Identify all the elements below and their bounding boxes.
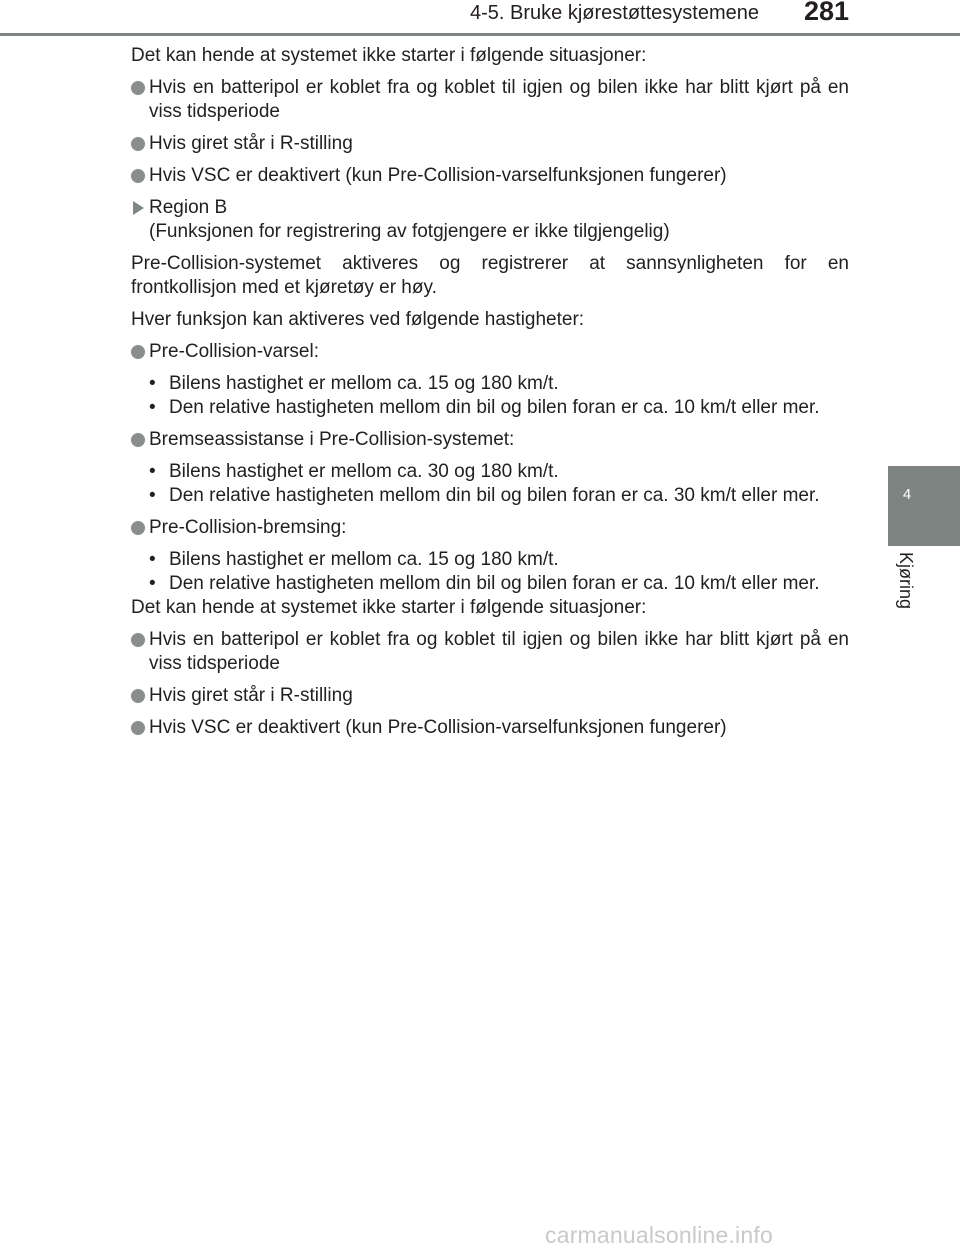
speed-item: • Bilens hastighet er mellom ca. 15 og 180 km/t. — [149, 549, 559, 570]
chapter-label: Kjøring — [896, 552, 916, 610]
section-title: 4-5. Bruke kjørestøttesystemene — [470, 2, 759, 24]
speed-text: Bilens hastighet er mellom ca. 30 og 180 km/t. — [169, 461, 559, 482]
bullet-circle-icon — [131, 721, 145, 735]
bullet-circle-icon — [131, 169, 145, 183]
function-heading — [131, 428, 849, 452]
function-name: Pre-Collision-varsel: — [149, 341, 319, 362]
condition-text: Hvis giret står i R-stilling — [149, 133, 353, 154]
bullet-circle-icon — [131, 433, 145, 447]
page-number: 281 — [804, 0, 850, 26]
speed-text: Bilens hastighet er mellom ca. 15 og 180 km/t. — [169, 549, 559, 570]
region-block — [131, 196, 849, 244]
triangle-arrow-icon — [133, 201, 144, 215]
speed-item: • Bilens hastighet er mellom ca. 30 og 180 km/t. — [149, 461, 559, 482]
speed-text: Den relative hastigheten mellom din bil og bilen foran er ca. 30 km/t eller mer. — [169, 485, 820, 506]
speed-text: Bilens hastighet er mellom ca. 15 og 180 km/t. — [169, 373, 559, 394]
speeds-intro: Hver funksjon kan aktiveres ved følgende hastigheter: — [131, 309, 585, 330]
speed-item: • Den relative hastigheten mellom din bil og bilen foran er ca. 10 km/t eller mer. — [149, 573, 820, 594]
bullet-circle-icon — [131, 345, 145, 359]
condition-item — [131, 76, 849, 124]
condition-item — [131, 132, 849, 156]
condition-item — [131, 628, 849, 676]
condition-text: Hvis VSC er deaktivert (kun Pre-Collision-varselfunksjonen fungerer) — [149, 717, 727, 738]
speed-item: • Bilens hastighet er mellom ca. 15 og 180 km/t. — [149, 373, 559, 394]
speed-text: Den relative hastigheten mellom din bil og bilen foran er ca. 10 km/t eller mer. — [169, 397, 820, 418]
bullet-circle-icon — [131, 521, 145, 535]
function-speed-list — [131, 460, 849, 508]
function-speed-list — [131, 372, 849, 420]
function-heading — [131, 340, 849, 364]
function-name: Bremseassistanse i Pre-Collision-systemet: — [149, 429, 515, 450]
speed-item: • Den relative hastigheten mellom din bil og bilen foran er ca. 30 km/t eller mer. — [149, 485, 820, 506]
bullet-circle-icon — [131, 633, 145, 647]
intro-paragraph-repeat: Det kan hende at systemet ikke starter i følgende situasjoner: — [131, 597, 647, 618]
bullet-circle-icon — [131, 137, 145, 151]
main-content — [131, 44, 849, 748]
watermark-text: carmanualsonline.info — [545, 1222, 773, 1248]
speed-item: • Den relative hastigheten mellom din bil og bilen foran er ca. 10 km/t eller mer. — [149, 397, 820, 418]
chapter-tab-block — [888, 466, 960, 546]
chapter-number: 4 — [902, 486, 912, 503]
speed-text: Den relative hastigheten mellom din bil og bilen foran er ca. 10 km/t eller mer. — [169, 573, 820, 594]
bullet-circle-icon — [131, 81, 145, 95]
activation-paragraph: Pre-Collision-systemet aktiveres og registrerer at sannsynligheten for en frontkollisjon med et kjøretøy er høy. — [131, 253, 849, 298]
function-name: Pre-Collision-bremsing: — [149, 517, 347, 538]
bullet-circle-icon — [131, 689, 145, 703]
function-heading — [131, 516, 849, 540]
condition-text: Hvis giret står i R-stilling — [149, 685, 353, 706]
region-note: (Funksjonen for registrering av fotgjengere er ikke tilgjengelig) — [149, 221, 670, 242]
header-divider — [0, 33, 960, 36]
function-speed-list — [131, 548, 849, 596]
condition-text: Hvis VSC er deaktivert (kun Pre-Collision-varselfunksjonen fungerer) — [149, 165, 727, 186]
condition-item — [131, 716, 849, 740]
condition-item — [131, 684, 849, 708]
region-title: Region B — [149, 197, 228, 218]
condition-text: Hvis en batteripol er koblet fra og koblet til igjen og bilen ikke har blitt kjørt på en viss tidsperiode — [149, 629, 849, 674]
intro-paragraph: Det kan hende at systemet ikke starter i følgende situasjoner: — [131, 45, 647, 66]
condition-text: Hvis en batteripol er koblet fra og koblet til igjen og bilen ikke har blitt kjørt på en viss tidsperiode — [149, 77, 849, 122]
condition-item — [131, 164, 849, 188]
